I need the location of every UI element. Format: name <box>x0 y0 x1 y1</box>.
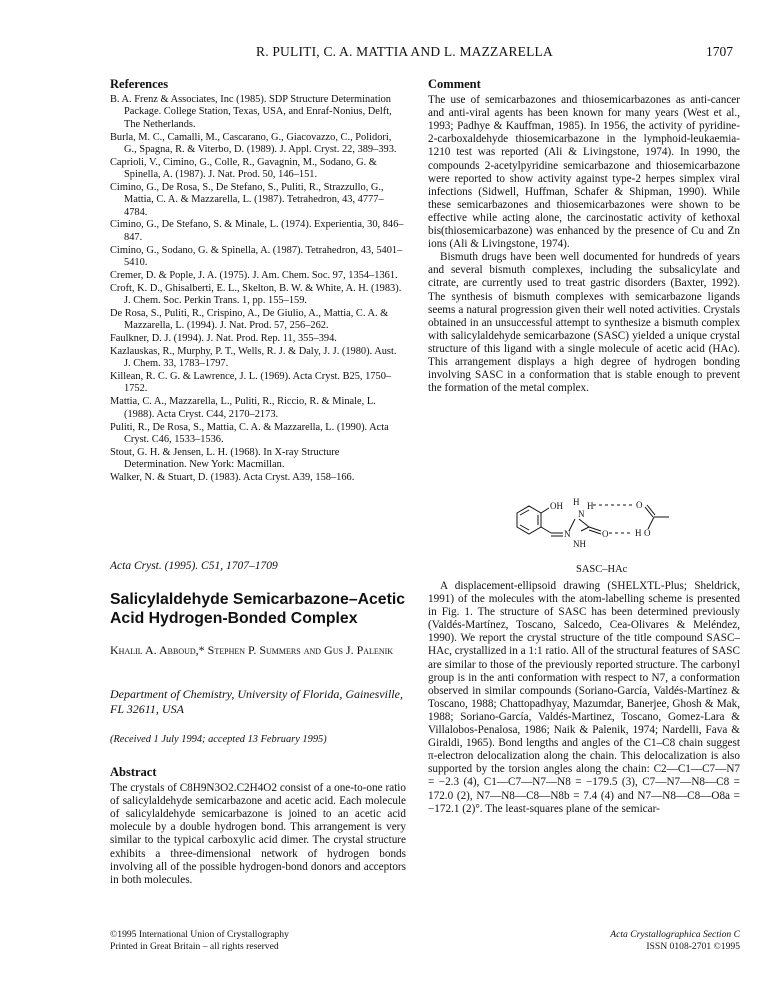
reference-item: Burla, M. C., Camalli, M., Cascarano, G., Giacovazzo, C., Polidori, G., Spagna, R. & Viterbo, D. (1989). J. Appl. Cryst. 22, 389–393. <box>110 131 397 155</box>
atom-label: H <box>635 528 642 538</box>
atom-label: H <box>587 501 594 511</box>
reference-item: Croft, K. D., Ghisalberti, E. L., Skelton, B. W. & White, A. H. (1983). J. Chem. Soc. Perkin Trans. 1, pp. 155–159. <box>110 282 402 306</box>
article-authors: Khalil A. Abboud,* Stephen P. Summers and Gus J. Palenik <box>110 643 394 657</box>
comment-section <box>428 78 740 395</box>
page-number: 1707 <box>706 44 733 59</box>
references-section <box>110 78 404 485</box>
copyright-footer <box>110 929 289 952</box>
reference-item: Cimino, G., Sodano, G. & Spinella, A. (1987). Tetrahedron, 43, 5401–5410. <box>110 244 403 268</box>
comment-paragraph-3: A displacement-ellipsoid drawing (SHELXTL-Plus; Sheldrick, 1991) of the molecules with the atom-labelling scheme is presented in Fig. 1. The structure of SASC has been determined previously (Valdés-Martínez, Toscano, Salcedo, Cea-Olivares & Meléndez, 1990). We report the crystal structure of the title compound SASC–HAc, crystallized in a 1:1 ratio. All of the structural features of SASC are similar to those of the previously reported structure. The carbonyl group is in the anti conformation with respect to N7, a conformation observed in similar compounds (Soriano-García, Valdés-Martínez & Toscano, 1988; Chattopadhyay, Mazumdar, Banerjee, Ghosh & Mak, 1988; Soriano-García, Valdés-Martinez, Toscano, Gomez-Lara & Villalobos-Penalosa, 1986; Naik & Palenik, 1974; Nardelli, Fava & Giraldi, 1965). Bond lengths and angles of the C1–C8 chain suggest π-electron delocalization along the chain. This delocalization is also supported by the torsion angles along the chain: C2—C1—C7—N7 = −2.3 (4), C1—C7—N7—N8 = −179.5 (3), C7—N7—N8—C8 = 172.0 (2), N7—N8—C8—N8b = 7.4 (4) and N7—N8—C8—O8a = −172.1 (2)°. The least-squares plane of the semicar- <box>428 580 740 815</box>
comment-continued <box>428 580 740 816</box>
reference-item: Cremer, D. & Pople, J. A. (1975). J. Am. Chem. Soc. 97, 1354–1361. <box>110 269 398 281</box>
comment-paragraph-2: Bismuth drugs have been well documented for hundreds of years and several bismuth complexes, including the subsalicylate and citrate, are currently used to treat gastric disorders (Baxter, 1992). The synthesis of bismuth complexes with semicarbazone ligands seems a natural progression given their well noted activities. Crystals obtained in an unsuccessful attempt to synthesize a bismuth complex with salicylaldehyde semicarbazone (SASC) yielded a unique crystal structure of this ligand with a single molecule of acetic acid (HAc). This arrangement displays a high degree of hydrogen bonding involving SASC in a conformation that is stable enough to prevent the formation of the metal complex. <box>428 251 740 395</box>
reference-item: Puliti, R., De Rosa, S., Mattia, C. A. & Mazzarella, L. (1990). Acta Cryst. C46, 1533–1536. <box>110 421 389 445</box>
comment-heading: Comment <box>428 77 481 91</box>
reference-item: Killean, R. C. G. & Lawrence, J. L. (1969). Acta Cryst. B25, 1750–1752. <box>110 371 392 395</box>
abstract-heading: Abstract <box>110 765 157 779</box>
atom-label: H <box>573 497 580 507</box>
reference-item: B. A. Frenz & Associates, Inc (1985). SDP Structure Determination Package. College Station, Texas, USA, and Enraf-Nonius, Delft, The Netherlands. <box>110 94 392 130</box>
journal-citation-line: Acta Cryst. (1995). C51, 1707–1709 <box>110 560 278 572</box>
atom-label: OH <box>550 501 563 511</box>
abstract-text: The crystals of C8H9N3O2.C2H4O2 consist of a one-to-one ratio of salicylaldehyde semicarbazone and acetic acid. Each molecule of salicylaldehyde semicarbazone is joined to an acetic acid molecule by a double hydrogen bond. This arrangement is very similar to the typical carboxylic acid dimer. The crystal structure exhibits a three-dimensional network of hydrogen bonds involving all of the possible hydrogen-bond donors and acceptors in both molecules. <box>110 782 406 886</box>
atom-label: N <box>578 509 585 519</box>
atom-label: O <box>644 528 651 538</box>
reference-item: Walker, N. & Stuart, D. (1983). Acta Cryst. A39, 158–166. <box>110 471 355 483</box>
atom-label: O <box>636 500 643 510</box>
reference-item: Kazlauskas, R., Murphy, P. T., Wells, R. J. & Daly, J. J. (1980). Aust. J. Chem. 33, 1783–1797. <box>110 345 397 370</box>
reference-item: De Rosa, S., Puliti, R., Crispino, A., De Giulio, A., Mattia, C. A. & Mazzarella, L. (1994). J. Nat. Prod. 57, 256–262. <box>110 307 389 332</box>
copyright-line: ©1995 International Union of Crystallography <box>110 929 289 940</box>
article-title: Salicylaldehyde Semicarbazone–Acetic Acid Hydrogen-Bonded Complex <box>110 591 406 627</box>
reference-item: Mattia, C. A., Mazzarella, L., Puliti, R., Riccio, R. & Minale, L. (1988). Acta Cryst. C44, 2170–2173. <box>110 396 376 420</box>
running-header <box>0 44 784 64</box>
atom-label: NH <box>573 539 586 549</box>
running-header-authors: R. PULITI, C. A. MATTIA AND L. MAZZARELLA <box>256 44 553 59</box>
article-affiliation: Department of Chemistry, University of Florida, Gainesville, FL 32611, USA <box>110 687 403 716</box>
comment-paragraph-1: The use of semicarbazones and thiosemicarbazones as anti-cancer and anti-viral agents has been known for many years (West et al., 1993; Padhye & Kauffman, 1985). In 1956, the activity of pyridine-2-carboxaldehyde thiosemicarbazone in the lymphoid-leukaemia-1210 test was reported (Ali & Livingstone, 1974). In 1990, the compounds 2-acetylpyridine semicarbazone and thiosemicarbazone were reported to show activity against type-2 herpes simplex viral infections (Sidwell, Huffman, Schafer & Shipman, 1990). While these semicarbazones and thiosemicarbazones were shown to be effective while acting alone, the carcinostatic activity of kethoxal bis(thiosemicarbazone) was enhanced by the presence of Cu and Zn ions (Ali & Livingstone, 1974). <box>428 94 740 251</box>
reference-item: Stout, G. H. & Jensen, L. H. (1968). In X-ray Structure Determination. New York: Macmillan. <box>110 446 340 471</box>
abstract-section <box>110 766 406 887</box>
journal-footer <box>610 929 740 952</box>
printed-line: Printed in Great Britain – all rights reserved <box>110 940 279 952</box>
chemical-scheme-diagram <box>505 495 680 561</box>
reference-item: Faulkner, D. J. (1994). J. Nat. Prod. Rep. 11, 355–394. <box>110 333 337 345</box>
received-dates: (Received 1 July 1994; accepted 13 February 1995) <box>110 734 327 745</box>
reference-item: Cimino, G., De Rosa, S., De Stefano, S., Puliti, R., Strazzullo, G., Mattia, C. A. & Mazzarella, L. (1987). Tetrahedron, 43, 4777–4784. <box>110 181 384 218</box>
scheme-label: SASC–HAc <box>576 564 628 575</box>
references-heading: References <box>110 77 169 91</box>
atom-label: N <box>564 529 571 539</box>
atom-label: O <box>602 529 609 539</box>
reference-item: Cimino, G., De Stefano, S. & Minale, L. (1974). Experientia, 30, 846–847. <box>110 219 404 243</box>
issn-line: ISSN 0108-2701 ©1995 <box>646 940 740 952</box>
journal-name-line: Acta Crystallographica Section C <box>610 929 740 940</box>
reference-item: Caprioli, V., Cimino, G., Colle, R., Gavagnin, M., Sodano, G. & Spinella, A. (1987). J. Nat. Prod. 50, 146–151. <box>110 156 377 181</box>
